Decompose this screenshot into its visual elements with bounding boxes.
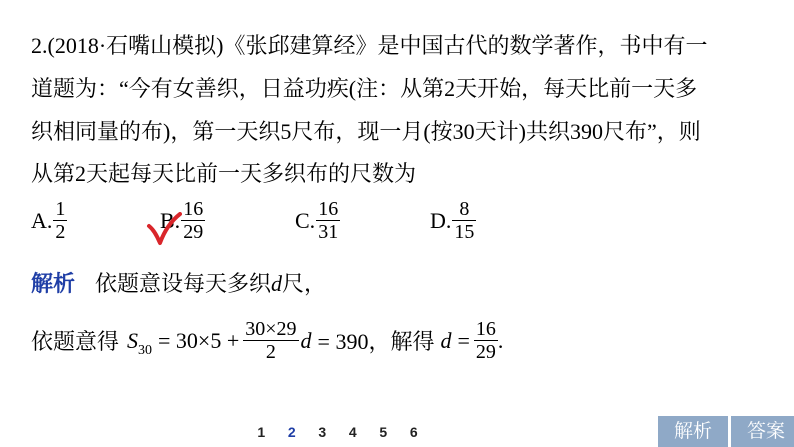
page-link-6[interactable]: 6 bbox=[409, 424, 418, 440]
question-line-3: 织相同量的布)，第一天织5尺布，现一月(按30天计)共织390尺布”，则 bbox=[31, 119, 701, 144]
option-c-denominator: 31 bbox=[318, 221, 339, 243]
option-a-numerator: 1 bbox=[55, 198, 66, 220]
sum-subscript: 30 bbox=[138, 342, 153, 358]
option-b-letter: B. bbox=[160, 207, 181, 233]
analysis-text-after: 尺， bbox=[282, 271, 327, 296]
option-d-fraction bbox=[452, 198, 476, 243]
page-link-3[interactable]: 3 bbox=[318, 424, 327, 440]
answer-numerator: 16 bbox=[475, 318, 496, 340]
question-line-4: 从第2天起每天比前一天多织布的尺数为 bbox=[31, 161, 417, 186]
answer-button[interactable]: 答案 bbox=[731, 416, 794, 447]
option-a-denominator: 2 bbox=[55, 221, 66, 243]
option-a-fraction bbox=[53, 198, 67, 243]
period: . bbox=[497, 327, 504, 353]
option-d[interactable] bbox=[430, 198, 476, 243]
page-link-1[interactable]: 1 bbox=[257, 424, 266, 440]
option-c[interactable] bbox=[295, 198, 340, 243]
equation-middle: = 30×5 + bbox=[158, 327, 240, 353]
analysis-intro bbox=[31, 270, 326, 299]
page-link-2[interactable]: 2 bbox=[287, 424, 296, 440]
analysis-label: 解析 bbox=[31, 272, 76, 297]
question-line-1: 2.(2018·石嘴山模拟)《张邱建算经》是中国古代的数学著作，书中有一 bbox=[31, 33, 708, 58]
option-d-numerator: 8 bbox=[459, 198, 470, 220]
variable-d: d bbox=[300, 327, 312, 353]
equation-denominator: 2 bbox=[265, 341, 276, 363]
page-link-4[interactable]: 4 bbox=[348, 424, 357, 440]
page-link-5[interactable]: 5 bbox=[379, 424, 388, 440]
equation-tail: = 390，解得 bbox=[317, 329, 435, 354]
equation-prefix: 依题意得 bbox=[31, 329, 120, 354]
answer-fraction bbox=[474, 318, 498, 363]
equation-numerator: 30×29 bbox=[245, 318, 297, 340]
analysis-text-before: 依题意设每天多织 bbox=[95, 271, 272, 296]
equation-fraction bbox=[243, 318, 298, 363]
variable-d: d bbox=[271, 271, 283, 296]
option-d-letter: D. bbox=[430, 207, 452, 233]
option-c-letter: C. bbox=[295, 207, 316, 233]
pagination bbox=[246, 424, 429, 440]
analysis-button[interactable]: 解析 bbox=[658, 416, 728, 447]
option-c-numerator: 16 bbox=[318, 198, 339, 220]
variable-d: d bbox=[440, 327, 452, 353]
option-c-fraction bbox=[316, 198, 340, 243]
analysis-equation bbox=[31, 318, 503, 363]
option-d-denominator: 15 bbox=[454, 221, 475, 243]
option-b-numerator: 16 bbox=[183, 198, 204, 220]
sum-symbol: S bbox=[127, 327, 139, 353]
option-a[interactable] bbox=[31, 198, 67, 243]
answer-denominator: 29 bbox=[475, 341, 496, 363]
option-b-fraction bbox=[181, 198, 205, 243]
equals-sign: = bbox=[457, 327, 470, 353]
check-mark-icon bbox=[146, 212, 182, 246]
option-a-letter: A. bbox=[31, 207, 53, 233]
question-line-2: 道题为：“今有女善织，日益功疾(注：从第2天开始，每天比前一天多 bbox=[31, 76, 698, 101]
option-b-denominator: 29 bbox=[183, 221, 204, 243]
